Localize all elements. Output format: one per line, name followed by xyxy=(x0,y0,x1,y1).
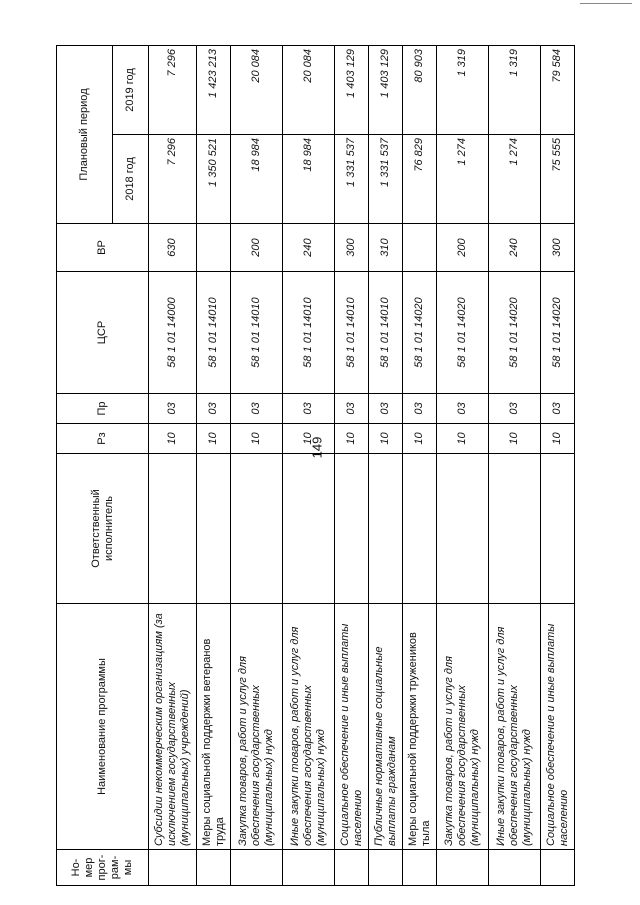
table-row xyxy=(369,46,403,886)
row-csr-cell: 58 1 01 14010 xyxy=(283,272,335,394)
header-plan-period: Плановый период xyxy=(57,46,113,224)
row-2018-cell: 75 555 xyxy=(541,135,575,224)
header-name: Наименование программы xyxy=(57,604,149,850)
row-csr-cell: 58 1 01 14020 xyxy=(437,272,489,394)
row-2018-cell: 18 984 xyxy=(283,135,335,224)
row-csr-cell: 58 1 01 14000 xyxy=(149,272,197,394)
row-2019-cell: 1 403 129 xyxy=(369,46,403,135)
row-responsible-cell xyxy=(541,454,575,604)
row-rz-cell: 10 xyxy=(541,424,575,454)
table-row xyxy=(403,46,437,886)
row-pr-cell: 03 xyxy=(335,394,369,424)
row-name-cell: Социальное обеспечение и иные выплаты населению xyxy=(335,604,369,850)
row-num-cell xyxy=(197,850,231,886)
row-2019-cell: 1 423 213 xyxy=(197,46,231,135)
row-vr-cell: 630 xyxy=(149,224,197,272)
row-responsible-cell xyxy=(489,454,541,604)
row-name-cell: Субсидии некоммерческим организациям (за исключением государственных (муниципальных) учреждений) xyxy=(149,604,197,850)
page-number: 149 xyxy=(309,436,325,459)
row-name-cell: Меры социальной поддержки ветеранов труда xyxy=(197,604,231,850)
row-num-cell xyxy=(231,850,283,886)
row-2018-cell: 18 984 xyxy=(231,135,283,224)
row-vr-cell: 240 xyxy=(489,224,541,272)
row-responsible-cell xyxy=(403,454,437,604)
row-num-cell xyxy=(369,850,403,886)
row-2019-cell: 20 084 xyxy=(283,46,335,135)
table-body xyxy=(149,46,575,886)
row-vr-cell: 310 xyxy=(369,224,403,272)
table-row xyxy=(231,46,283,886)
row-2018-cell: 1 331 537 xyxy=(369,135,403,224)
row-2018-cell: 1 331 537 xyxy=(335,135,369,224)
row-rz-cell: 10 xyxy=(197,424,231,454)
rotated-table-container xyxy=(56,46,570,886)
row-vr-cell: 300 xyxy=(335,224,369,272)
row-2019-cell: 79 584 xyxy=(541,46,575,135)
corner-mark xyxy=(580,0,632,4)
row-vr-cell: 200 xyxy=(231,224,283,272)
row-csr-cell: 58 1 01 14010 xyxy=(335,272,369,394)
row-vr-cell xyxy=(403,224,437,272)
row-rz-cell: 10 xyxy=(403,424,437,454)
row-pr-cell: 03 xyxy=(489,394,541,424)
table-row xyxy=(541,46,575,886)
row-name-cell: Иные закупки товаров, работ и услуг для обеспечения государственных (муниципальных) нужд xyxy=(489,604,541,850)
row-rz-cell: 10 xyxy=(489,424,541,454)
row-rz-cell: 10 xyxy=(437,424,489,454)
row-responsible-cell xyxy=(437,454,489,604)
row-vr-cell: 300 xyxy=(541,224,575,272)
row-name-cell: Социальное обеспечение и иные выплаты населению xyxy=(541,604,575,850)
row-rz-cell: 10 xyxy=(231,424,283,454)
row-vr-cell: 240 xyxy=(283,224,335,272)
row-name-cell: Меры социальной поддержки тружеников тыла xyxy=(403,604,437,850)
row-2018-cell: 7 296 xyxy=(149,135,197,224)
row-num-cell xyxy=(489,850,541,886)
row-2019-cell: 20 084 xyxy=(231,46,283,135)
row-2019-cell: 1 319 xyxy=(489,46,541,135)
row-vr-cell: 200 xyxy=(437,224,489,272)
row-csr-cell: 58 1 01 14020 xyxy=(489,272,541,394)
table-row xyxy=(197,46,231,886)
row-pr-cell: 03 xyxy=(403,394,437,424)
row-2018-cell: 1 350 521 xyxy=(197,135,231,224)
row-name-cell: Публичные нормативные социальные выплаты гражданам xyxy=(369,604,403,850)
header-csr: ЦСР xyxy=(57,272,149,394)
row-responsible-cell xyxy=(283,454,335,604)
row-2018-cell: 76 829 xyxy=(403,135,437,224)
row-name-cell: Иные закупки товаров, работ и услуг для обеспечения государственных (муниципальных) нужд xyxy=(283,604,335,850)
row-num-cell xyxy=(541,850,575,886)
row-pr-cell: 03 xyxy=(437,394,489,424)
row-num-cell xyxy=(335,850,369,886)
row-2018-cell: 1 274 xyxy=(489,135,541,224)
header-pr: Пр xyxy=(57,394,149,424)
row-name-cell: Закупка товаров, работ и услуг для обеспечения государственных (муниципальных) нужд xyxy=(437,604,489,850)
row-rz-cell: 10 xyxy=(335,424,369,454)
row-csr-cell: 58 1 01 14010 xyxy=(369,272,403,394)
row-responsible-cell xyxy=(149,454,197,604)
header-year-2018: 2018 год xyxy=(113,135,149,224)
header-year-2019: 2019 год xyxy=(113,46,149,135)
row-responsible-cell xyxy=(231,454,283,604)
row-num-cell xyxy=(437,850,489,886)
row-2018-cell: 1 274 xyxy=(437,135,489,224)
row-csr-cell: 58 1 01 14010 xyxy=(231,272,283,394)
table-row xyxy=(149,46,197,886)
header-responsible: Ответственный исполнитель xyxy=(57,454,149,604)
row-2019-cell: 1 403 129 xyxy=(335,46,369,135)
row-2019-cell: 1 319 xyxy=(437,46,489,135)
row-pr-cell: 03 xyxy=(541,394,575,424)
row-rz-cell: 10 xyxy=(149,424,197,454)
row-2019-cell: 7 296 xyxy=(149,46,197,135)
row-csr-cell: 58 1 01 14020 xyxy=(541,272,575,394)
header-vr: ВР xyxy=(57,224,149,272)
row-name-cell: Закупка товаров, работ и услуг для обеспечения государственных (муниципальных) нужд xyxy=(231,604,283,850)
budget-table xyxy=(56,45,575,886)
row-num-cell xyxy=(149,850,197,886)
header-rz: Рз xyxy=(57,424,149,454)
row-num-cell xyxy=(283,850,335,886)
table-row xyxy=(335,46,369,886)
table-row xyxy=(437,46,489,886)
row-pr-cell: 03 xyxy=(369,394,403,424)
row-vr-cell xyxy=(197,224,231,272)
row-2019-cell: 80 903 xyxy=(403,46,437,135)
row-csr-cell: 58 1 01 14020 xyxy=(403,272,437,394)
row-responsible-cell xyxy=(369,454,403,604)
row-rz-cell: 10 xyxy=(283,424,335,454)
row-num-cell xyxy=(403,850,437,886)
row-rz-cell: 10 xyxy=(369,424,403,454)
table-row xyxy=(489,46,541,886)
row-pr-cell: 03 xyxy=(231,394,283,424)
header-num: Но-мер прог-рам-мы xyxy=(57,850,149,886)
row-responsible-cell xyxy=(335,454,369,604)
row-pr-cell: 03 xyxy=(283,394,335,424)
row-responsible-cell xyxy=(197,454,231,604)
row-csr-cell: 58 1 01 14010 xyxy=(197,272,231,394)
row-pr-cell: 03 xyxy=(197,394,231,424)
row-pr-cell: 03 xyxy=(149,394,197,424)
table-row xyxy=(283,46,335,886)
